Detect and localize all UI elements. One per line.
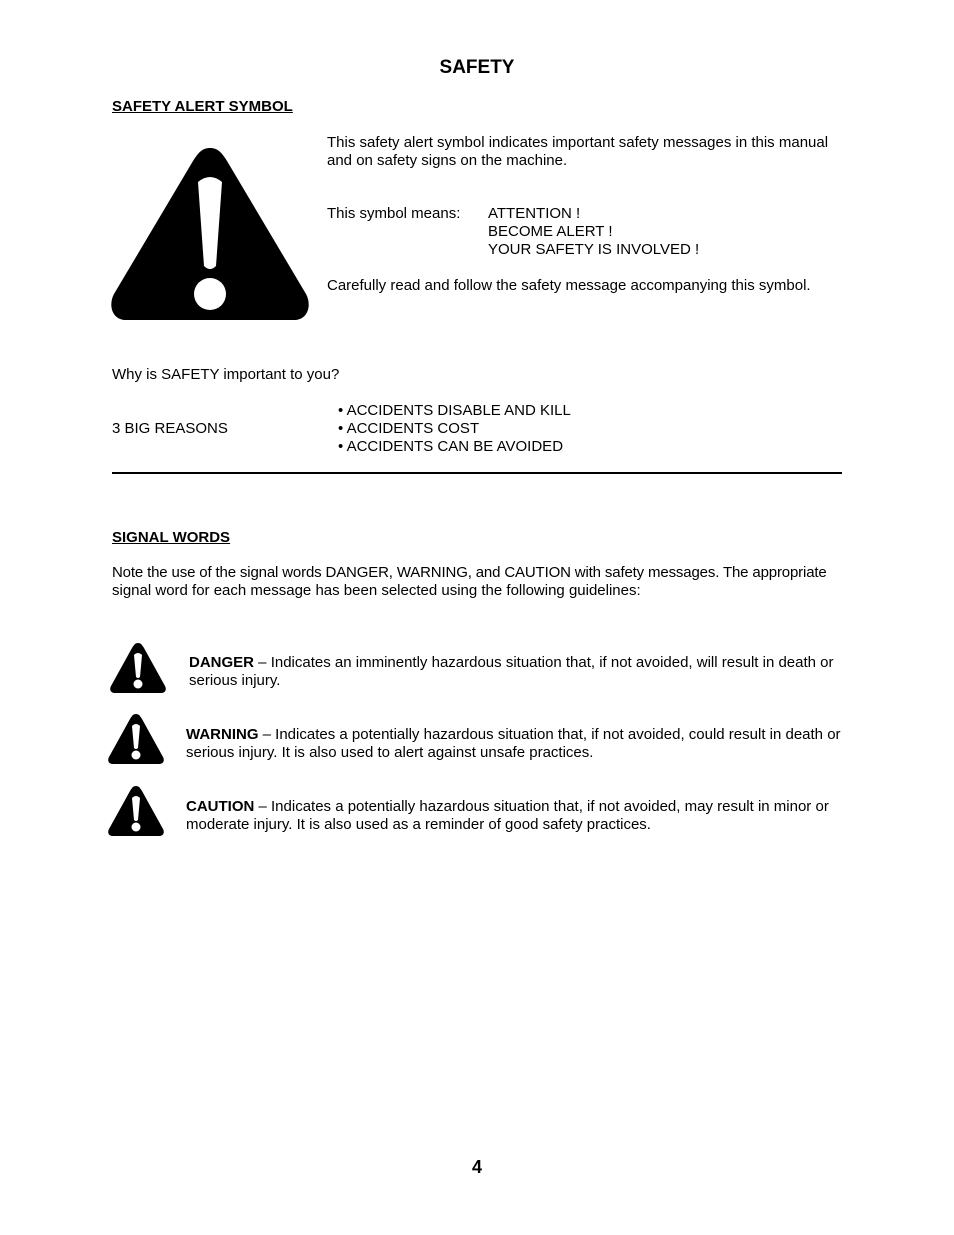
- caution-text: – Indicates a potentially hazardous situation that, if not avoided, may result in minor or: [254, 798, 829, 815]
- alert-description-line-2: and on safety signs on the machine.: [327, 152, 568, 169]
- caution-description-line-1: [186, 798, 829, 816]
- reason-item-cost: • ACCIDENTS COST: [338, 420, 480, 437]
- danger-word: DANGER: [189, 654, 255, 671]
- danger-description-line-2: serious injury.: [189, 672, 281, 689]
- alert-description-line-1: This safety alert symbol indicates important safety messages in this manual: [327, 134, 829, 151]
- symbol-means-label: This symbol means:: [327, 205, 461, 222]
- warning-text: – Indicates a potentially hazardous situation that, if not avoided, could result in death or: [258, 726, 841, 743]
- safety-question: Why is SAFETY important to you?: [112, 366, 340, 383]
- signal-words-heading: SIGNAL WORDS: [112, 529, 231, 546]
- signal-intro-line-1: Note the use of the signal words DANGER, WARNING, and CAUTION with safety messages. The appropriate: [112, 564, 827, 581]
- warning-word: WARNING: [186, 726, 259, 743]
- caution-alert-icon: [107, 785, 165, 837]
- danger-description-line-1: [189, 654, 834, 672]
- signal-intro-line-2: signal word for each message has been selected using the following guidelines:: [112, 582, 641, 599]
- caution-description-line-2: moderate injury. It is also used as a reminder of good safety practices.: [186, 816, 651, 833]
- reason-item-avoided: • ACCIDENTS CAN BE AVOIDED: [338, 438, 564, 455]
- caution-word: CAUTION: [186, 798, 255, 815]
- warning-description-line-2: serious injury. It is also used to alert against unsafe practices.: [186, 744, 594, 761]
- means-item-attention: ATTENTION !: [488, 205, 581, 222]
- warning-alert-icon: [107, 713, 165, 765]
- page-title: SAFETY: [439, 57, 515, 78]
- alert-instruction: Carefully read and follow the safety message accompanying this symbol.: [327, 277, 811, 294]
- section-divider: [112, 472, 842, 474]
- danger-text: – Indicates an imminently hazardous situation that, if not avoided, will result in death or: [254, 654, 834, 671]
- means-item-become-alert: BECOME ALERT !: [488, 223, 613, 240]
- safety-alert-triangle-icon: [110, 144, 310, 322]
- reason-item-disable-kill: • ACCIDENTS DISABLE AND KILL: [338, 402, 571, 419]
- danger-alert-icon: [109, 642, 167, 694]
- safety-alert-symbol-heading: SAFETY ALERT SYMBOL: [112, 98, 293, 115]
- big-reasons-label: 3 BIG REASONS: [112, 420, 228, 437]
- page-number: 4: [471, 1157, 482, 1177]
- means-item-safety-involved: YOUR SAFETY IS INVOLVED !: [488, 241, 700, 258]
- warning-description-line-1: [186, 726, 841, 744]
